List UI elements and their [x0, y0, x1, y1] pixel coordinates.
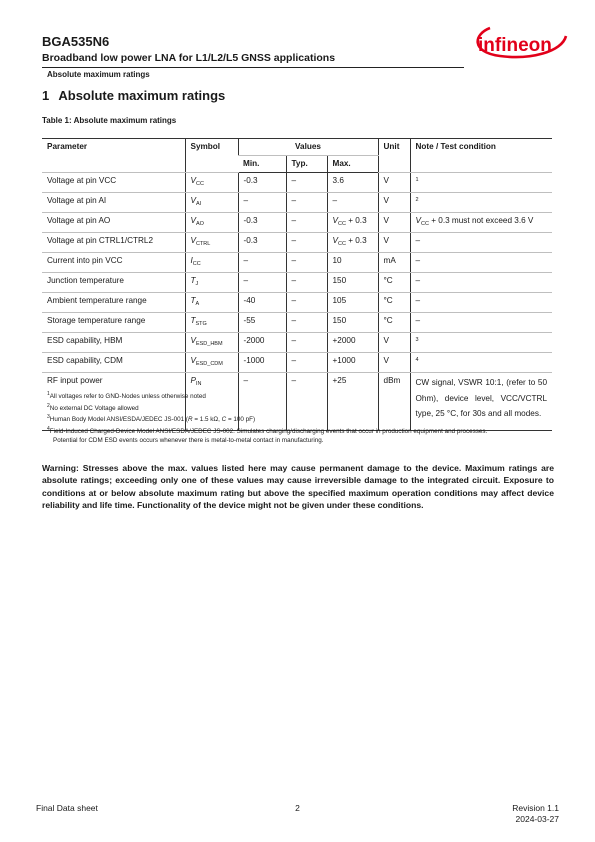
- cell-note: [410, 173, 552, 193]
- cell-note: $V_{CC} + 0.3$ must not exceed 3.6 V: [410, 213, 552, 233]
- footer-date: 2024-03-27: [515, 814, 559, 824]
- cell-min: -0.3: [238, 233, 286, 253]
- footnote-2: $^2$No external DC Voltage allowed: [47, 402, 139, 412]
- table-row: [42, 253, 552, 273]
- cell-symbol: [185, 273, 238, 293]
- cell-symbol: [185, 253, 238, 273]
- cell-min: -40: [238, 293, 286, 313]
- cell-symbol-letter: I: [190, 256, 193, 265]
- cell-symbol: [185, 213, 238, 233]
- table-caption: Table 1: Absolute maximum ratings: [42, 116, 177, 125]
- ratings-table: [42, 138, 552, 431]
- cell-parameter: Ambient temperature range: [42, 293, 185, 313]
- cell-note: –: [410, 313, 552, 333]
- footer-doc-type: Final Data sheet: [36, 803, 98, 813]
- cell-symbol: [185, 333, 238, 353]
- cell-symbol-subscript: A: [195, 301, 200, 307]
- cell-parameter: Current into pin VCC: [42, 253, 185, 273]
- table-row: [42, 233, 552, 253]
- cell-max-letter: V: [332, 236, 338, 245]
- cell-typ: –: [286, 193, 327, 213]
- cell-symbol-subscript: CC: [192, 261, 201, 267]
- cell-typ: –: [286, 293, 327, 313]
- cell-note: –: [410, 253, 552, 273]
- cell-typ: –: [286, 353, 327, 373]
- cell-max: 150: [327, 273, 378, 293]
- cell-note-letter: V: [415, 216, 421, 225]
- cell-min: –: [238, 193, 286, 213]
- cell-symbol: [185, 173, 238, 193]
- header-section-label: Absolute maximum ratings: [47, 70, 150, 79]
- cell-symbol-subscript: ESD_HBM: [195, 341, 223, 347]
- cell-note: –: [410, 273, 552, 293]
- cell-symbol-letter: V: [190, 196, 196, 205]
- cell-unit: V: [378, 193, 410, 213]
- table-row: [42, 333, 552, 353]
- cell-symbol: [185, 233, 238, 253]
- cell-max: +1000: [327, 353, 378, 373]
- cell-typ: –: [286, 273, 327, 293]
- cell-typ: –: [286, 253, 327, 273]
- cell-note: [410, 193, 552, 213]
- cell-max: $V_{CC} + 0.3$: [327, 213, 378, 233]
- cell-parameter: ESD capability, CDM: [42, 353, 185, 373]
- cell-symbol-subscript: AO: [195, 221, 204, 227]
- table-row: [42, 273, 552, 293]
- header-symbol: Symbol: [185, 139, 238, 173]
- cell-parameter: ESD capability, HBM: [42, 333, 185, 353]
- cell-unit: V: [378, 233, 410, 253]
- cell-symbol-letter: V: [190, 336, 196, 345]
- cell-symbol-subscript: J: [195, 281, 199, 287]
- header-typ: Typ.: [286, 156, 327, 173]
- cell-min: –: [238, 373, 286, 431]
- cell-unit: °C: [378, 313, 410, 333]
- cell-symbol-letter: V: [190, 356, 196, 365]
- cell-parameter: Junction temperature: [42, 273, 185, 293]
- cell-typ: –: [286, 213, 327, 233]
- cell-symbol: [185, 353, 238, 373]
- cell-min: -0.3: [238, 213, 286, 233]
- cell-max-letter: V: [332, 216, 338, 225]
- table-row: [42, 353, 552, 373]
- footer-page-number: 2: [295, 803, 300, 813]
- cell-symbol: [185, 313, 238, 333]
- cell-symbol-subscript: CTRL: [195, 241, 211, 247]
- cell-symbol-subscript: AI: [195, 201, 202, 207]
- cell-symbol-letter: P: [190, 376, 196, 385]
- section-title: Absolute maximum ratings: [58, 88, 226, 103]
- warning-paragraph: Warning: Stresses above the max. values listed here may cause permanent damage to the device. Maximum ratings are absolute ratings; exceeding only one of these values may cause irreversible damage to the integrated circuit. Exposure to conditions at or below absolute maximum rating but above the specified maximum operation conditions may affect device reliability and life time. Functionality of the device might not be given under these conditions.: [42, 463, 554, 510]
- cell-parameter: Storage temperature range: [42, 313, 185, 333]
- cell-unit: °C: [378, 293, 410, 313]
- cell-max: 105: [327, 293, 378, 313]
- section-number: 1: [42, 88, 50, 103]
- cell-max: 150: [327, 313, 378, 333]
- header-min: Min.: [238, 156, 286, 173]
- header-values: Values: [238, 139, 378, 156]
- cell-symbol: [185, 193, 238, 213]
- cell-note: CW signal, VSWR 10:1, (refer to 50 Ohm), device level, VCC/VCTRL type, 25 °C, for 30s and all modes.: [410, 373, 552, 431]
- cell-min: -1000: [238, 353, 286, 373]
- cell-parameter: Voltage at pin VCC: [42, 173, 185, 193]
- cell-typ: –: [286, 373, 327, 431]
- cell-max-subscript: CC: [337, 241, 346, 247]
- cell-unit: V: [378, 213, 410, 233]
- cell-note-subscript: CC: [420, 221, 429, 227]
- cell-min: –: [238, 253, 286, 273]
- cell-typ: –: [286, 233, 327, 253]
- cell-max: –: [327, 193, 378, 213]
- cell-note: –: [410, 233, 552, 253]
- cell-unit: V: [378, 353, 410, 373]
- cell-symbol-subscript: IN: [195, 381, 202, 387]
- logo-text: infineon: [478, 35, 552, 56]
- cell-symbol-letter: T: [190, 296, 196, 305]
- header-max: Max.: [327, 156, 378, 173]
- product-name: BGA535N6: [42, 34, 110, 49]
- cell-unit: V: [378, 173, 410, 193]
- footnote-ref: 3: [415, 337, 419, 343]
- cell-symbol-subscript: ESD_CDM: [195, 361, 223, 367]
- cell-parameter: Voltage at pin AO: [42, 213, 185, 233]
- footer-revision-text: Revision 1.1: [512, 803, 559, 813]
- table-row: [42, 293, 552, 313]
- cell-min: -2000: [238, 333, 286, 353]
- footer-revision: [512, 803, 559, 825]
- cell-note: [410, 353, 552, 373]
- header-rule: [42, 67, 464, 68]
- cell-unit: °C: [378, 273, 410, 293]
- cell-symbol-subscript: CC: [195, 181, 204, 187]
- footnote-ref: 1: [415, 177, 419, 183]
- cell-min: -55: [238, 313, 286, 333]
- section-heading: [42, 88, 225, 103]
- cell-symbol-letter: T: [190, 276, 196, 285]
- product-subtitle: Broadband low power LNA for L1/L2/L5 GNSS applications: [42, 52, 336, 64]
- footnotes: [47, 390, 557, 445]
- footnote-3: $^3$Human Body Model ANSI/ESDA/JEDEC JS-001 (R = 1.5 kΩ, C = 100 pF): [47, 414, 256, 424]
- infineon-logo-icon: [468, 22, 568, 62]
- table-row: [42, 313, 552, 333]
- cell-max: 3.6: [327, 173, 378, 193]
- header-note: Note / Test condition: [410, 139, 552, 173]
- cell-min: –: [238, 273, 286, 293]
- footnote-ref: 4: [415, 357, 419, 363]
- footnote-ref: 2: [415, 197, 419, 203]
- cell-max: +2000: [327, 333, 378, 353]
- cell-max: $V_{CC} + 0.3$: [327, 233, 378, 253]
- cell-max: 10: [327, 253, 378, 273]
- cell-typ: –: [286, 173, 327, 193]
- table-row: [42, 193, 552, 213]
- cell-symbol-letter: V: [190, 236, 196, 245]
- cell-parameter: RF input power: [42, 373, 185, 431]
- cell-min: -0.3: [238, 173, 286, 193]
- cell-symbol-letter: T: [190, 316, 196, 325]
- header-unit: Unit: [378, 139, 410, 173]
- table-row: [42, 173, 552, 193]
- header-parameter: Parameter: [42, 139, 185, 173]
- cell-max: +25: [327, 373, 378, 431]
- cell-unit: V: [378, 333, 410, 353]
- cell-symbol-letter: V: [190, 176, 196, 185]
- footnote-4-cont: Potential for CDM ESD events occurs whenever there is metal-to-metal contact in manufacturing.: [53, 437, 324, 444]
- cell-symbol: [185, 293, 238, 313]
- cell-parameter: Voltage at pin AI: [42, 193, 185, 213]
- footnote-1: $^1$All voltages refer to GND-Nodes unless otherwise noted: [47, 391, 206, 401]
- cell-symbol-letter: V: [190, 216, 196, 225]
- table-row: [42, 213, 552, 233]
- cell-max-subscript: CC: [337, 221, 346, 227]
- cell-parameter: Voltage at pin CTRL1/CTRL2: [42, 233, 185, 253]
- cell-note: [410, 333, 552, 353]
- cell-typ: –: [286, 333, 327, 353]
- cell-unit: dBm: [378, 373, 410, 431]
- footnote-4: $^4$Field-Induced Charged-Device Model ANSI/ESDA/JEDEC JS-002. Simulates charging/discharging events that occur in production equipment and processes.: [47, 425, 488, 435]
- cell-typ: –: [286, 313, 327, 333]
- cell-unit: mA: [378, 253, 410, 273]
- cell-symbol-subscript: STG: [195, 321, 207, 327]
- cell-note: –: [410, 293, 552, 313]
